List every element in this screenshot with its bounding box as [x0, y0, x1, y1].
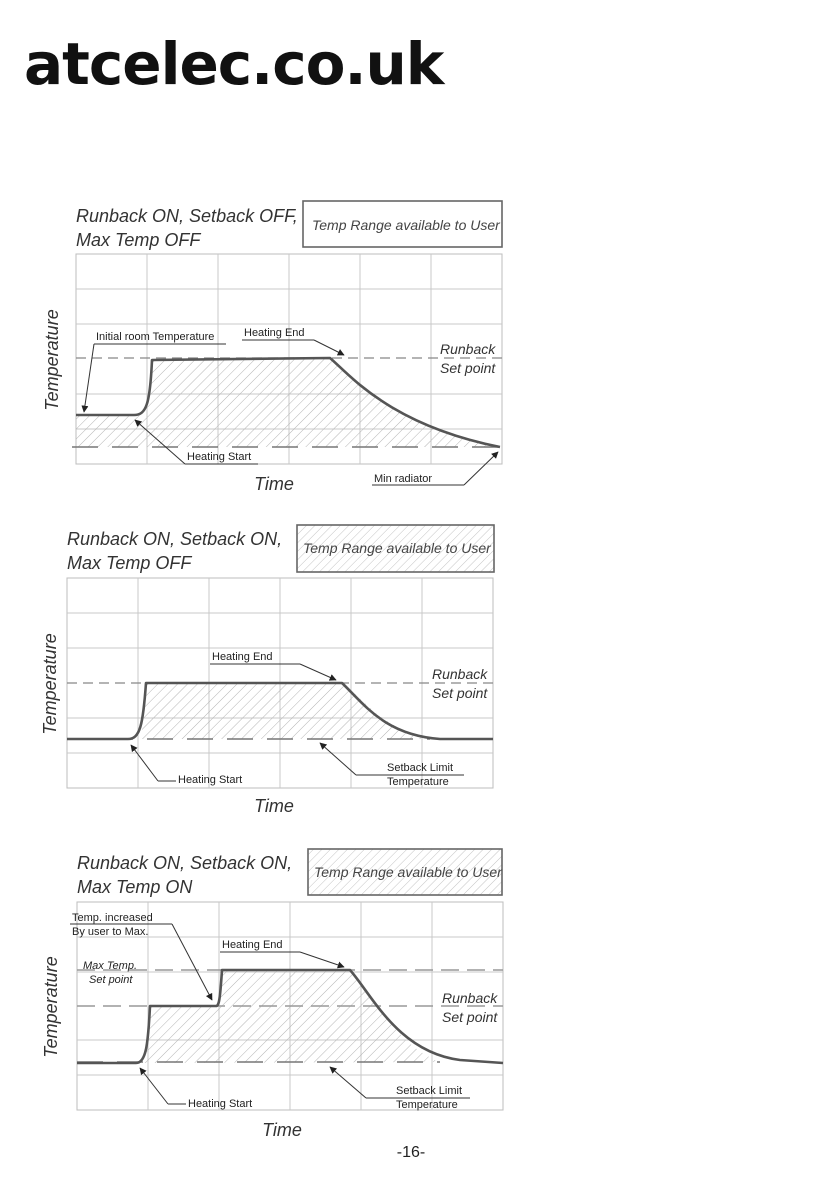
diagram1-user-range-area	[76, 358, 500, 447]
diagram1-initial-room-label: Initial room Temperature	[96, 331, 215, 343]
diagram3-heading-line1: Runback ON, Setback ON,	[77, 853, 293, 873]
diagram2-setback-label-line2: Temperature	[387, 776, 449, 788]
diagram1-heading-line2: Max Temp OFF	[76, 230, 201, 250]
diagram1-min-radiator-label: Min radiator	[374, 473, 433, 485]
diagram1-y-axis-label: Temperature	[42, 309, 62, 411]
diagram1-x-axis-label: Time	[254, 474, 294, 494]
diagram1-legend-text: Temp Range available to User	[312, 217, 500, 233]
diagram3-setback-label-line1: Setback Limit	[396, 1085, 463, 1097]
diagram1-heading-line1: Runback ON, Setback OFF,	[76, 206, 298, 226]
diagram2-heating-end-label: Heating End	[212, 651, 273, 663]
diagram3-heading-line2: Max Temp ON	[77, 877, 193, 897]
diagram2-heading-line1: Runback ON, Setback ON,	[67, 529, 283, 549]
diagram3-max-temp-label-line2: Set point	[89, 974, 133, 986]
diagram1-legend	[303, 201, 502, 247]
diagram1-heating-end-label: Heating End	[244, 327, 305, 339]
diagram2-legend-text: Temp Range available to User	[303, 540, 491, 556]
diagram3-heating-start-label: Heating Start	[188, 1098, 253, 1110]
diagram2-legend	[297, 525, 494, 572]
diagram3-temp-increased-line1: Temp. increased	[72, 912, 153, 924]
diagram2-setpoint-label: Set point	[432, 685, 488, 701]
diagram2-x-axis-label: Time	[254, 796, 294, 816]
diagram2-runback-label: Runback	[432, 666, 488, 682]
diagram1-heating-start-label: Heating Start	[187, 451, 252, 463]
diagram3-legend	[308, 849, 503, 895]
diagram-runback-setback	[40, 525, 494, 816]
diagram3-heating-end-label: Heating End	[222, 939, 283, 951]
diagram1-setpoint-label: Set point	[440, 360, 496, 376]
diagram1-runback-label: Runback	[440, 341, 496, 357]
page-number: -16-	[396, 1144, 426, 1161]
diagram2-y-axis-label: Temperature	[40, 633, 60, 735]
diagram3-setpoint-label: Set point	[442, 1009, 498, 1025]
diagram3-setback-label-line2: Temperature	[396, 1099, 458, 1111]
diagram-runback-only	[42, 201, 502, 494]
diagram3-max-temp-label-line1: Max Temp.	[83, 960, 138, 972]
diagram3-runback-label: Runback	[442, 990, 498, 1006]
diagram3-user-range-area	[140, 970, 440, 1063]
diagram3-y-axis-label: Temperature	[41, 956, 61, 1058]
diagram2-user-range-area	[138, 683, 430, 739]
diagram3-temp-increased-line2: By user to Max.	[72, 926, 149, 938]
diagram2-heading-line2: Max Temp OFF	[67, 553, 192, 573]
diagram3-legend-text: Temp Range available to User	[314, 864, 502, 880]
diagram3-x-axis-label: Time	[262, 1120, 302, 1140]
diagram2-heating-start-label: Heating Start	[178, 774, 243, 786]
diagram2-setback-label-line1: Setback Limit	[387, 762, 454, 774]
diagram-runback-setback-maxtemp	[41, 849, 503, 1140]
logo-text: atcelec.co.uk	[24, 30, 444, 98]
